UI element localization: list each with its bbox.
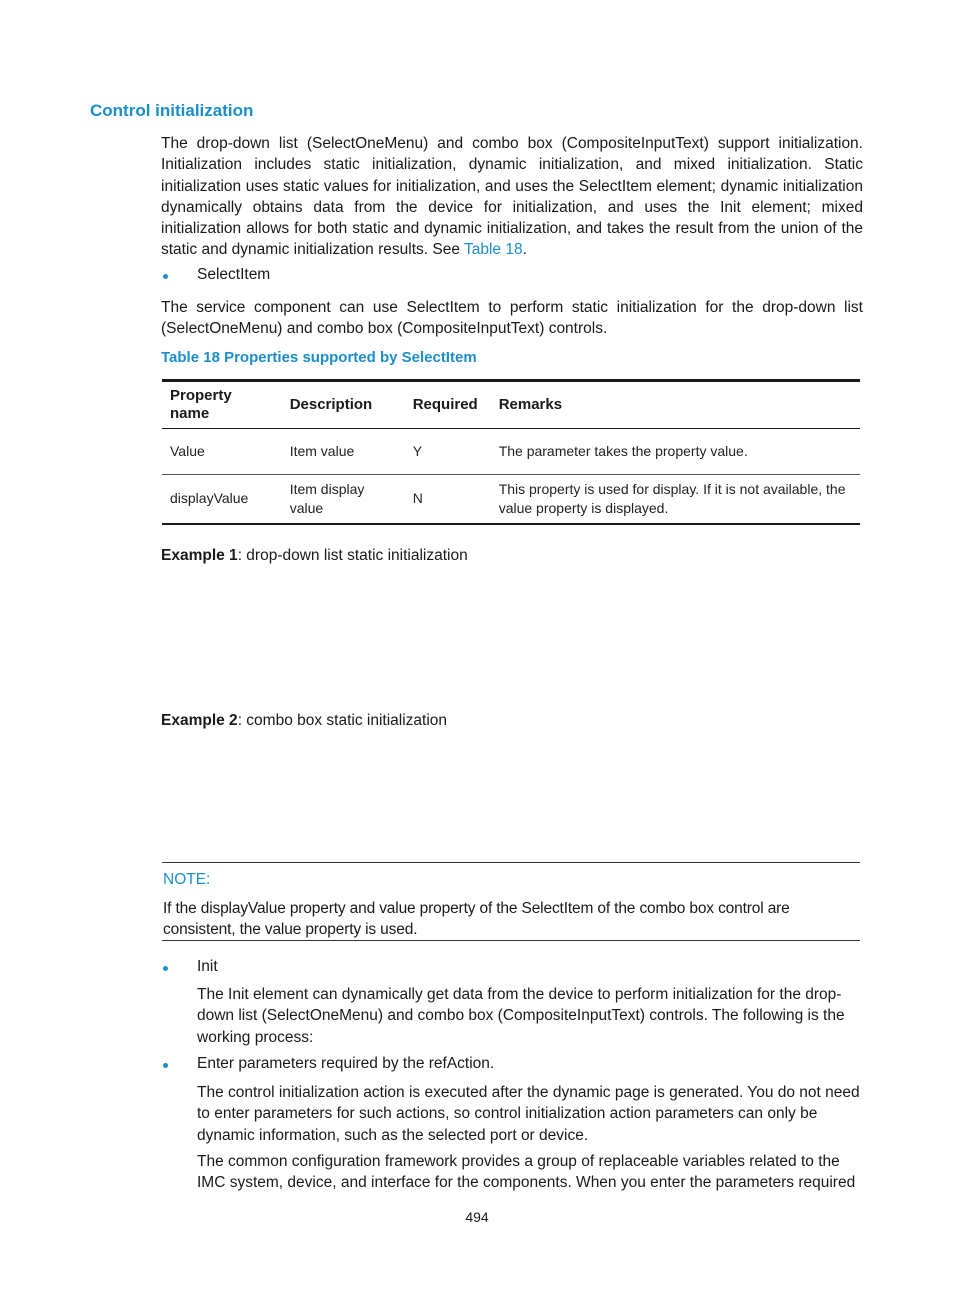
cell-required: N xyxy=(412,490,423,507)
example-2 xyxy=(161,712,447,730)
example-2-text: : combo box static initialization xyxy=(237,712,448,729)
cell-description: Item value xyxy=(289,443,355,459)
table-18-link[interactable]: Table 18 xyxy=(463,241,523,259)
example-2-label: Example 2 xyxy=(161,712,238,729)
cell-property: displayValue xyxy=(170,490,249,507)
init-description: The Init element can dynamically get data from the device to perform initialization for the drop-down list (SelectOneMenu) and combo box (CompositeInputText) controls. The following is the working process: xyxy=(197,986,845,1046)
col-header-remarks: Remarks xyxy=(498,396,563,413)
properties-table xyxy=(162,379,860,525)
bullet-params: Enter parameters required by the refAction. xyxy=(197,1055,495,1072)
table-row xyxy=(162,475,860,524)
bullet-icon xyxy=(163,966,168,971)
col-header-property: Property name xyxy=(170,387,232,422)
example-1-text: : drop-down list static initialization xyxy=(237,547,468,564)
col-header-required: Required xyxy=(412,396,478,413)
selectitem-description: The service component can use SelectItem to perform static initialization for the drop-down list (SelectOneMenu) and combo box (CompositeInputText) controls. xyxy=(161,299,863,338)
note-top-rule xyxy=(162,862,860,863)
cell-remarks: The parameter takes the property value. xyxy=(498,443,748,459)
intro-end: . xyxy=(522,241,527,259)
intro-text: The drop-down list (SelectOneMenu) and combo box (CompositeInputText) support initialization. Initialization includes static initialization, dynamic initialization, and mixed initialization. Static initialization uses static values for initialization, and uses the SelectItem element; dynamic initialization dynamically obtains data from the device for initialization, and uses the Init element; mixed initialization allows for both static and dynamic initialization, and takes the result from the union of the static and dynamic initialization results. See xyxy=(161,135,863,259)
col-header-description: Description xyxy=(289,396,373,413)
bullet-icon xyxy=(163,274,168,279)
cell-property: Value xyxy=(170,443,205,459)
note-text: If the displayValue property and value property of the SelectItem of the combo box control are consistent, the value property is used. xyxy=(163,900,790,939)
section-heading: Control initialization xyxy=(90,101,254,120)
table-row xyxy=(162,429,860,475)
bullet-init: Init xyxy=(197,958,218,975)
params-description-2: The common configuration framework provides a group of replaceable variables related to the IMC system, device, and interface for the components. When you enter the parameters required xyxy=(197,1153,856,1192)
cell-remarks: This property is used for display. If it is not available, the value property is displayed. xyxy=(498,480,846,516)
bullet-icon xyxy=(163,1063,168,1068)
example-1-label: Example 1 xyxy=(161,547,238,564)
bullet-selectitem: SelectItem xyxy=(197,266,271,283)
cell-required: Y xyxy=(412,443,423,459)
note-bottom-rule xyxy=(162,940,860,941)
table-header-row xyxy=(162,381,860,429)
page-number: 494 xyxy=(465,1209,489,1225)
intro-paragraph xyxy=(161,133,863,261)
example-1 xyxy=(161,547,468,565)
params-description-1: The control initialization action is executed after the dynamic page is generated. You do not need to enter parameters for such actions, so control initialization action parameters can only be dynamic information, such as the selected port or device. xyxy=(197,1084,860,1144)
cell-description: Item display value xyxy=(289,480,365,516)
note-label: NOTE: xyxy=(163,871,211,888)
table-caption: Table 18 Properties supported by SelectItem xyxy=(161,349,477,366)
